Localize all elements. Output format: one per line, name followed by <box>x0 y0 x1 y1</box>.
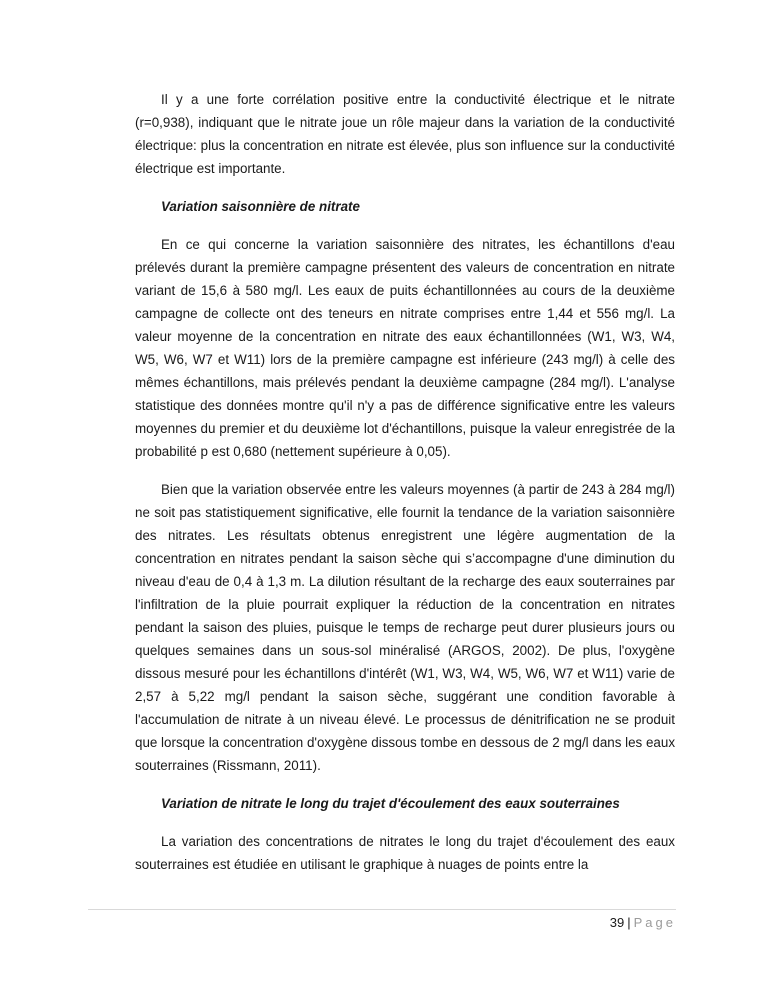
document-body <box>135 88 675 876</box>
section-heading-seasonal-variation: Variation saisonnière de nitrate <box>161 199 360 214</box>
page-number-block <box>610 914 676 932</box>
page-label: Page <box>633 915 676 930</box>
page-footer <box>88 909 676 930</box>
page-number: 39 <box>609 915 625 930</box>
paragraph-seasonal-campaigns: En ce qui concerne la variation saisonnière des nitrates, les échantillons d'eau prélevés durant la première campagne présentent des valeurs de concentration en nitrate variant de 15,6 à 580 mg/l. Les eaux de puits échantillonnées au cours de la deuxième campagne de collecte ont des teneurs en nitrate comprises entre 1,44 et 556 mg/l. La valeur moyenne de la concentration en nitrate des eaux échantillonnées (W1, W3, W4, W5, W6, W7 et W11) lors de la première campagne est inférieure (243 mg/l) à celle des mêmes échantillons, mais prélevés pendant la deuxième campagne (284 mg/l). L'analyse statistique des données montre qu'il n'y a pas de différence significative entre les valeurs moyennes du premier et du deuxième lot d'échantillons, puisque la valeur enregistrée de la probabilité p est 0,680 (nettement supérieure à 0,05). <box>135 237 675 459</box>
section-heading-flow-path-variation: Variation de nitrate le long du trajet d'écoulement des eaux souterraines <box>161 796 620 811</box>
paragraph-seasonal-trend: Bien que la variation observée entre les valeurs moyennes (à partir de 243 à 284 mg/l) ne soit pas statistiquement significative, elle fournit la tendance de la variation saisonnière des nitrates. Les résultats obtenus enregistrent une légère augmentation de la concentration en nitrates pendant la saison sèche qui s’accompagne d'une diminution du niveau d'eau de 0,4 à 1,3 m. La dilution résultant de la recharge des eaux souterraines par l'infiltration de la pluie pourrait expliquer la réduction de la concentration en nitrates pendant la saison des pluies, puisque le temps de recharge peut durer plusieurs jours ou quelques semaines dans un sous-sol minéralisé (ARGOS, 2002). De plus, l'oxygène dissous mesuré pour les échantillons d'intérêt (W1, W3, W4, W5, W6, W7 et W11) varie de 2,57 à 5,22 mg/l pendant la saison sèche, suggérant une condition favorable à l'accumulation de nitrate à un niveau élevé. Le processus de dénitrification ne se produit que lorsque la concentration d'oxygène dissous tombe en dessous de 2 mg/l dans les eaux souterraines (Rissmann, 2011). <box>135 482 676 773</box>
paragraph-conductivity-correlation: Il y a une forte corrélation positive entre la conductivité électrique et le nitrate (r=0,938), indiquant que le nitrate joue un rôle majeur dans la variation de la conductivité électrique: plus la concentration en nitrate est élevée, plus son influence sur la conductivité électrique est importante. <box>135 92 675 176</box>
paragraph-flow-path: La variation des concentrations de nitrates le long du trajet d'écoulement des eaux souterraines est étudiée en utilisant le graphique à nuages de points entre la <box>135 834 675 872</box>
footer-separator: | <box>627 915 631 930</box>
